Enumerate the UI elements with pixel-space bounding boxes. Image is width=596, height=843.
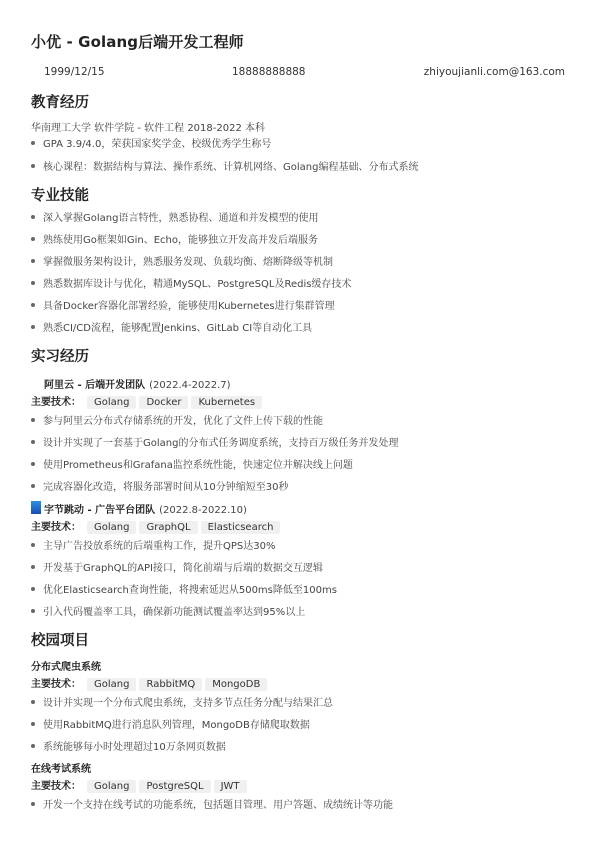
- bullet-icon: [31, 237, 35, 241]
- resume-title: 小优 - Golang后端开发工程师: [31, 33, 244, 51]
- list-item: 熟练使用Go框架如Gin、Echo，能够独立开发高并发后端服务: [31, 235, 318, 247]
- phone-number: 18888888888: [232, 66, 306, 78]
- internship-period: (2022.4-2022.7): [149, 380, 231, 391]
- tech-tag: Golang: [87, 780, 136, 793]
- bullet-icon: [31, 418, 35, 422]
- bullet-icon: [31, 164, 35, 168]
- list-item: 具备Docker容器化部署经验，能够使用Kubernetes进行集群管理: [31, 301, 335, 313]
- tech-tag: RabbitMQ: [139, 678, 202, 691]
- tech-stack: [31, 675, 270, 691]
- tech-stack: [31, 518, 283, 534]
- project-name: 分布式爬虫系统: [31, 662, 101, 673]
- list-item: 熟悉CI/CD流程，能够配置Jenkins、GitLab CI等自动化工具: [31, 323, 312, 335]
- tech-tag: Elasticsearch: [201, 521, 281, 534]
- tech-tag: MongoDB: [205, 678, 267, 691]
- education-school-line: 华南理工大学 软件学院 - 软件工程 2018-2022 本科: [31, 123, 266, 134]
- list-item: 参与阿里云分布式存储系统的开发，优化了文件上传下载的性能: [31, 416, 323, 428]
- list-item: GPA 3.9/4.0，荣获国家奖学金、校级优秀学生称号: [31, 139, 271, 151]
- bullet-icon: [31, 325, 35, 329]
- tech-stack: [31, 777, 250, 793]
- bullet-icon: [31, 259, 35, 263]
- internship-heading: [44, 501, 247, 516]
- tech-tag: JWT: [214, 780, 247, 793]
- list-item: 深入掌握Golang语言特性，熟悉协程、通道和并发模型的使用: [31, 213, 318, 225]
- tech-tag: Golang: [87, 521, 136, 534]
- bullet-icon: [31, 281, 35, 285]
- tech-label: 主要技术：: [31, 781, 81, 792]
- list-item: 开发一个支持在线考试的功能系统，包括题目管理、用户答题、成绩统计等功能: [31, 800, 393, 812]
- list-item: 主导广告投放系统的后端重构工作，提升QPS达30%: [31, 541, 275, 553]
- bullet-icon: [31, 303, 35, 307]
- bullet-icon: [31, 700, 35, 704]
- project-name: 在线考试系统: [31, 764, 91, 775]
- bullet-icon: [31, 722, 35, 726]
- section-title-projects: 校园项目: [31, 633, 89, 649]
- company-name: 阿里云 - 后端开发团队: [44, 380, 146, 391]
- section-title-skills: 专业技能: [31, 188, 89, 204]
- list-item: 开发基于GraphQL的API接口，简化前端与后端的数据交互逻辑: [31, 563, 323, 575]
- list-item: 熟悉数据库设计与优化，精通MySQL、PostgreSQL及Redis缓存技术: [31, 279, 351, 291]
- list-item: 引入代码覆盖率工具，确保新功能测试覆盖率达到95%以上: [31, 607, 305, 619]
- bullet-icon: [31, 141, 35, 145]
- company-name: 字节跳动 - 广告平台团队: [44, 505, 156, 516]
- tech-stack: [31, 393, 265, 409]
- tech-tag: Golang: [87, 396, 136, 409]
- bullet-icon: [31, 484, 35, 488]
- tech-label: 主要技术：: [31, 679, 81, 690]
- tech-tag: Docker: [139, 396, 188, 409]
- bullet-icon: [31, 543, 35, 547]
- bullet-icon: [31, 744, 35, 748]
- accent-bar: [31, 501, 41, 514]
- tech-label: 主要技术：: [31, 397, 81, 408]
- bullet-icon: [31, 462, 35, 466]
- birth-date: 1999/12/15: [44, 66, 105, 78]
- tech-label: 主要技术：: [31, 522, 81, 533]
- bullet-icon: [31, 802, 35, 806]
- bullet-icon: [31, 215, 35, 219]
- tech-tag: PostgreSQL: [139, 780, 210, 793]
- bullet-icon: [31, 609, 35, 613]
- list-item: 优化Elasticsearch查询性能，将搜索延迟从500ms降低至100ms: [31, 585, 337, 597]
- bullet-icon: [31, 565, 35, 569]
- email-address: zhiyoujianli.com@163.com: [423, 66, 565, 78]
- list-item: 设计并实现了一套基于Golang的分布式任务调度系统，支持百万级任务并发处理: [31, 438, 398, 450]
- list-item: 核心课程：数据结构与算法、操作系统、计算机网络、Golang编程基础、分布式系统: [31, 162, 418, 174]
- internship-period: (2022.8-2022.10): [159, 505, 247, 516]
- section-title-internships: 实习经历: [31, 349, 89, 365]
- tech-tag: GraphQL: [139, 521, 197, 534]
- bullet-icon: [31, 587, 35, 591]
- bullet-icon: [31, 440, 35, 444]
- tech-tag: Golang: [87, 678, 136, 691]
- tech-tag: Kubernetes: [191, 396, 262, 409]
- list-item: 使用RabbitMQ进行消息队列管理，MongoDB存储爬取数据: [31, 720, 310, 732]
- list-item: 系统能够每小时处理超过10万条网页数据: [31, 742, 226, 754]
- list-item: 掌握微服务架构设计，熟悉服务发现、负载均衡、熔断降级等机制: [31, 257, 333, 269]
- list-item: 设计并实现一个分布式爬虫系统，支持多节点任务分配与结果汇总: [31, 698, 333, 710]
- list-item: 完成容器化改造，将服务部署时间从10分钟缩短至30秒: [31, 482, 288, 494]
- section-title-education: 教育经历: [31, 95, 89, 111]
- internship-heading: [44, 376, 231, 391]
- list-item: 使用Prometheus和Grafana监控系统性能，快速定位并解决线上问题: [31, 460, 353, 472]
